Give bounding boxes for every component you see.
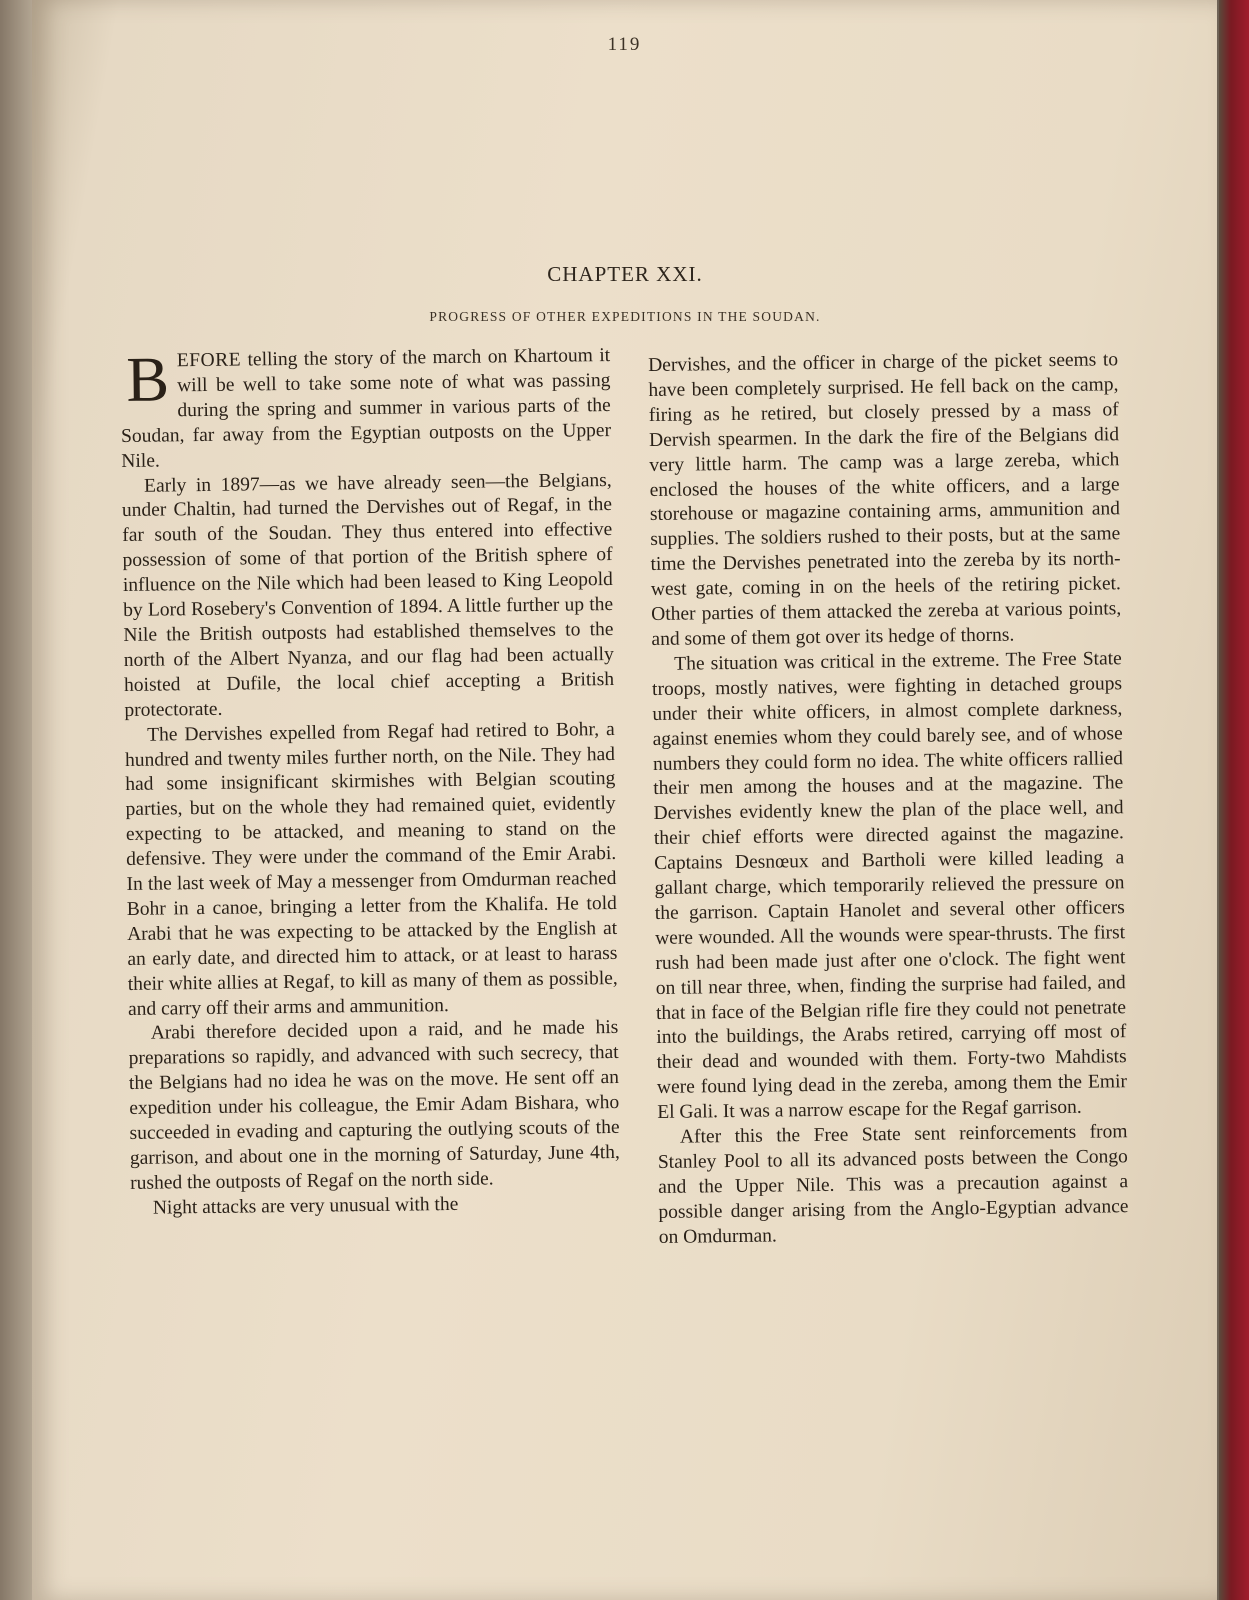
chapter-subtitle: PROGRESS OF OTHER EXPEDITIONS IN THE SOUDAN. [429,309,821,324]
right-column [648,348,1129,1250]
left-column [120,344,621,1222]
paragraph: Arabi therefore decided upon a raid, and he made his preparations so rapidly, and advanced with such secrecy, that the Belgians had no idea he was on the move. He sent off an expedition under his colleague, the Emir Adam Bishara, who succeeded in evading and capturing the outlying scouts of the garrison, and about one in the morning of Saturday, June 4th, rushed the outposts of Regaf on the north side. [128,1017,620,1194]
paragraph: Dervishes, and the officer in charge of the picket seems to have been completely surprised. He fell back on the camp, firing as he retired, but closely pressed by a mass of Dervish spearmen. In the dark the fire of the Belgians did very little harm. The camp was a large zereba, which enclosed the houses of the white officers, and a large storehouse or magazine containing arms, ammunition and supplies. The soldiers rushed to their posts, but at the same time the Dervishes penetrated into the zereba by its north-west gate, coming in on the heels of the retiring picket. Other parties of them attacked the zereba at various points, and some of them got over its hedge of thorns. [648,349,1122,650]
paragraph: The Dervishes expelled from Regaf had retired to Bohr, a hundred and twenty miles further north, on the Nile. They had had some insignificant skirmishes with Belgian scouting parties, but on the whole they had remained quiet, evidently expecting to be attacked, and meaning to stand on the defensive. They were under the command of the Emir Arabi. In the last week of May a messenger from Omdurman reached Bohr in a canoe, bringing a letter from the Khalifa. He told Arabi that he was expecting to be attacked by the English at an early date, and directed him to attack, or at least to harass their white allies at Regaf, to kill as many of them as possible, and carry off their arms and ammunition. [124,718,618,1020]
paragraph: The situation was critical in the extreme. The Free State troops, mostly natives, were fighting in detached groups under their white officers, in almost complete darkness, against enemies whom they could barely see, and of whose numbers they could form no idea. The white officers rallied their men among the houses and at the magazine. The Dervishes evidently knew the plan of the place well, and their chief efforts were directed against the magazine. Captains Desnœux and Bartholi were killed leading a gallant charge, which temporarily relieved the pressure on the garrison. Captain Hanolet and several other officers were wounded. All the wounds were spear-thrusts. The first rush had been made just after one o'clock. The fight went on till near three, when, finding the surprise had failed, and that in face of the Belgian rifle fire they could not penetrate into the buildings, the Arabs retired, carrying off most of their dead and wounded with them. Forty-two Mahdists were found lying dead in the zereba, among them the Emir El Gali. It was a narrow escape for the Regaf garrison. [651,648,1128,1124]
drop-cap-letter: B [125,343,170,415]
paragraph [120,344,611,475]
paragraph-text: telling the story of the march on Khartoum it will be well to take some note of what was passing during the spring and summer in various parts of the Soudan, far away from the Egyptian outposts on the Upper Nile. [120,345,612,472]
book-binding-edge [1219,0,1249,1600]
paragraph: After this the Free State sent reinforcements from Stanley Pool to all its advanced posts between the Congo and the Upper Nile. This was a precaution against a possible danger arising from the Anglo-Egyptian advance on Omdurman. [657,1121,1129,1248]
opening-word: EFORE [176,349,242,372]
page-number: 119 [607,34,642,55]
page-gutter-edge [0,0,32,1600]
paragraph: Night attacks are very unusual with the [152,1193,459,1219]
chapter-title: CHAPTER XXI. [547,262,703,286]
paragraph: Early in 1897—as we have already seen—the Belgians, under Chaltin, had turned the Dervishes out of Regaf, in the far south of the Soudan. They thus entered into effective possession of some of that portion of the British sphere of influence on the Nile which had been leased to King Leopold by Lord Rosebery's Convention of 1894. A little further up the Nile the British outposts had established themselves to the north of the Albert Nyanza, and our flag had been actually hoisted at Dufile, the local chief accepting a British protectorate. [121,469,615,721]
